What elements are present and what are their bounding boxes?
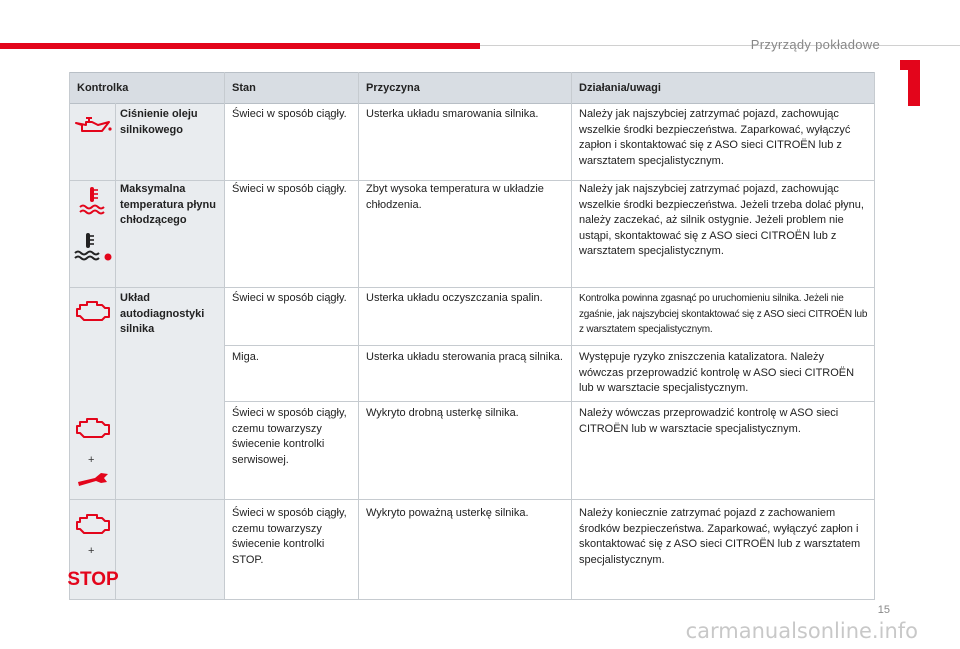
grid-line — [224, 72, 225, 600]
engine-check-icon — [75, 416, 111, 440]
state-text: Miga. — [232, 351, 259, 363]
lamp-name-coolant-temperature: Maksymalna temperatura płynu chłodzącego — [120, 183, 216, 226]
page-number: 15 — [877, 604, 890, 616]
coolant-temperature-icon — [77, 185, 107, 215]
grid-line — [69, 72, 70, 600]
row-divider — [69, 180, 875, 181]
state-text: Świeci w sposób ciągły. — [232, 183, 347, 195]
cause-text: Usterka układu oczyszczania spalin. — [366, 292, 543, 304]
action-text: Należy koniecznie zatrzymać pojazd z zachowaniem środków bezpieczeństwa. Zaparkować, wyłączyć zapłon i skontaktować się z ASO sieci CITROËN lub z warsztatem specjalistycznym. — [579, 507, 861, 566]
grid-line — [571, 72, 572, 600]
header-red-bar — [0, 43, 480, 49]
service-wrench-icon — [75, 470, 111, 488]
warning-lights-table — [69, 72, 875, 600]
col-header-state: Stan — [232, 82, 256, 94]
state-text: Świeci w sposób ciągły, czemu towarzyszy świecenie kontrolki STOP. — [232, 507, 347, 566]
row-divider — [224, 345, 875, 346]
stop-warning-icon — [67, 568, 119, 590]
plus-sign: + — [88, 454, 95, 466]
action-text: Kontrolka powinna zgasnąć po uruchomieniu silnika. Jeżeli nie zgaśnie, jak najszybciej skontaktować się z ASO sieci CITROËN lub z warsztatem specjalistycznym. — [579, 293, 868, 335]
lamp-name-oil-pressure: Ciśnienie oleju silnikowego — [120, 108, 198, 136]
row-divider — [69, 499, 875, 500]
watermark: carmanualsonline.info — [685, 619, 918, 643]
grid-line — [358, 72, 359, 600]
state-text: Świeci w sposób ciągły. — [232, 292, 347, 304]
state-text: Świeci w sposób ciągły. — [232, 108, 347, 120]
plus-sign: + — [88, 545, 95, 557]
state-text: Świeci w sposób ciągły, czemu towarzyszy świecenie kontrolki serwisowej. — [232, 407, 347, 466]
cause-text: Wykryto drobną usterkę silnika. — [366, 407, 519, 419]
section-title: Przyrządy pokładowe — [750, 37, 880, 52]
grid-line — [874, 72, 875, 600]
table-header — [69, 72, 875, 104]
engine-check-icon — [75, 299, 111, 323]
row-divider — [69, 599, 875, 600]
cause-text: Usterka układu sterowania pracą silnika. — [366, 351, 563, 363]
col-header-cause: Przyczyna — [366, 82, 420, 94]
lamp-name-engine-diagnostics: Układ autodiagnostyki silnika — [120, 292, 205, 335]
action-text: Należy wówczas przeprowadzić kontrolę w ASO sieci CITROËN lub w warsztacie specjalistycznym. — [579, 407, 839, 435]
cause-text: Zbyt wysoka temperatura w układzie chłodzenia. — [366, 183, 544, 211]
col-header-action: Działania/uwagi — [579, 82, 661, 94]
action-text: Należy jak najszybciej zatrzymać pojazd, zachowując wszelkie środki bezpieczeństwa. Jeżeli trzeba dolać płynu, należy zaczekać, aż silnik ostygnie. Jeżeli problem nie ustąpi, skontaktować się z ASO sieci CITROËN lub z warsztatem specjalistycznym. — [579, 183, 864, 257]
cause-text: Wykryto poważną usterkę silnika. — [366, 507, 529, 519]
oil-pressure-icon — [73, 116, 113, 136]
row-divider — [224, 401, 875, 402]
chapter-marker — [898, 60, 930, 110]
action-text: Należy jak najszybciej zatrzymać pojazd, zachowując wszelkie środki bezpieczeństwa. Zaparkować, wyłączyć zapłon i skontaktować się z ASO sieci CITROËN lub z warsztatem specjalistycznym. — [579, 108, 851, 167]
cause-text: Usterka układu smarowania silnika. — [366, 108, 539, 120]
action-text: Występuje ryzyko zniszczenia katalizatora. Należy wówczas przeprowadzić kontrolę w ASO sieci CITROËN lub w warsztacie specjalistycznym. — [579, 351, 855, 394]
header-rule — [480, 45, 960, 46]
stop-label: STOP — [67, 569, 119, 590]
grid-line — [115, 103, 116, 600]
coolant-temperature-icon — [73, 230, 113, 262]
row-divider — [69, 287, 875, 288]
engine-check-icon — [75, 512, 111, 536]
col-header-lamp: Kontrolka — [77, 82, 129, 94]
chapter-number-graphic — [908, 60, 920, 106]
